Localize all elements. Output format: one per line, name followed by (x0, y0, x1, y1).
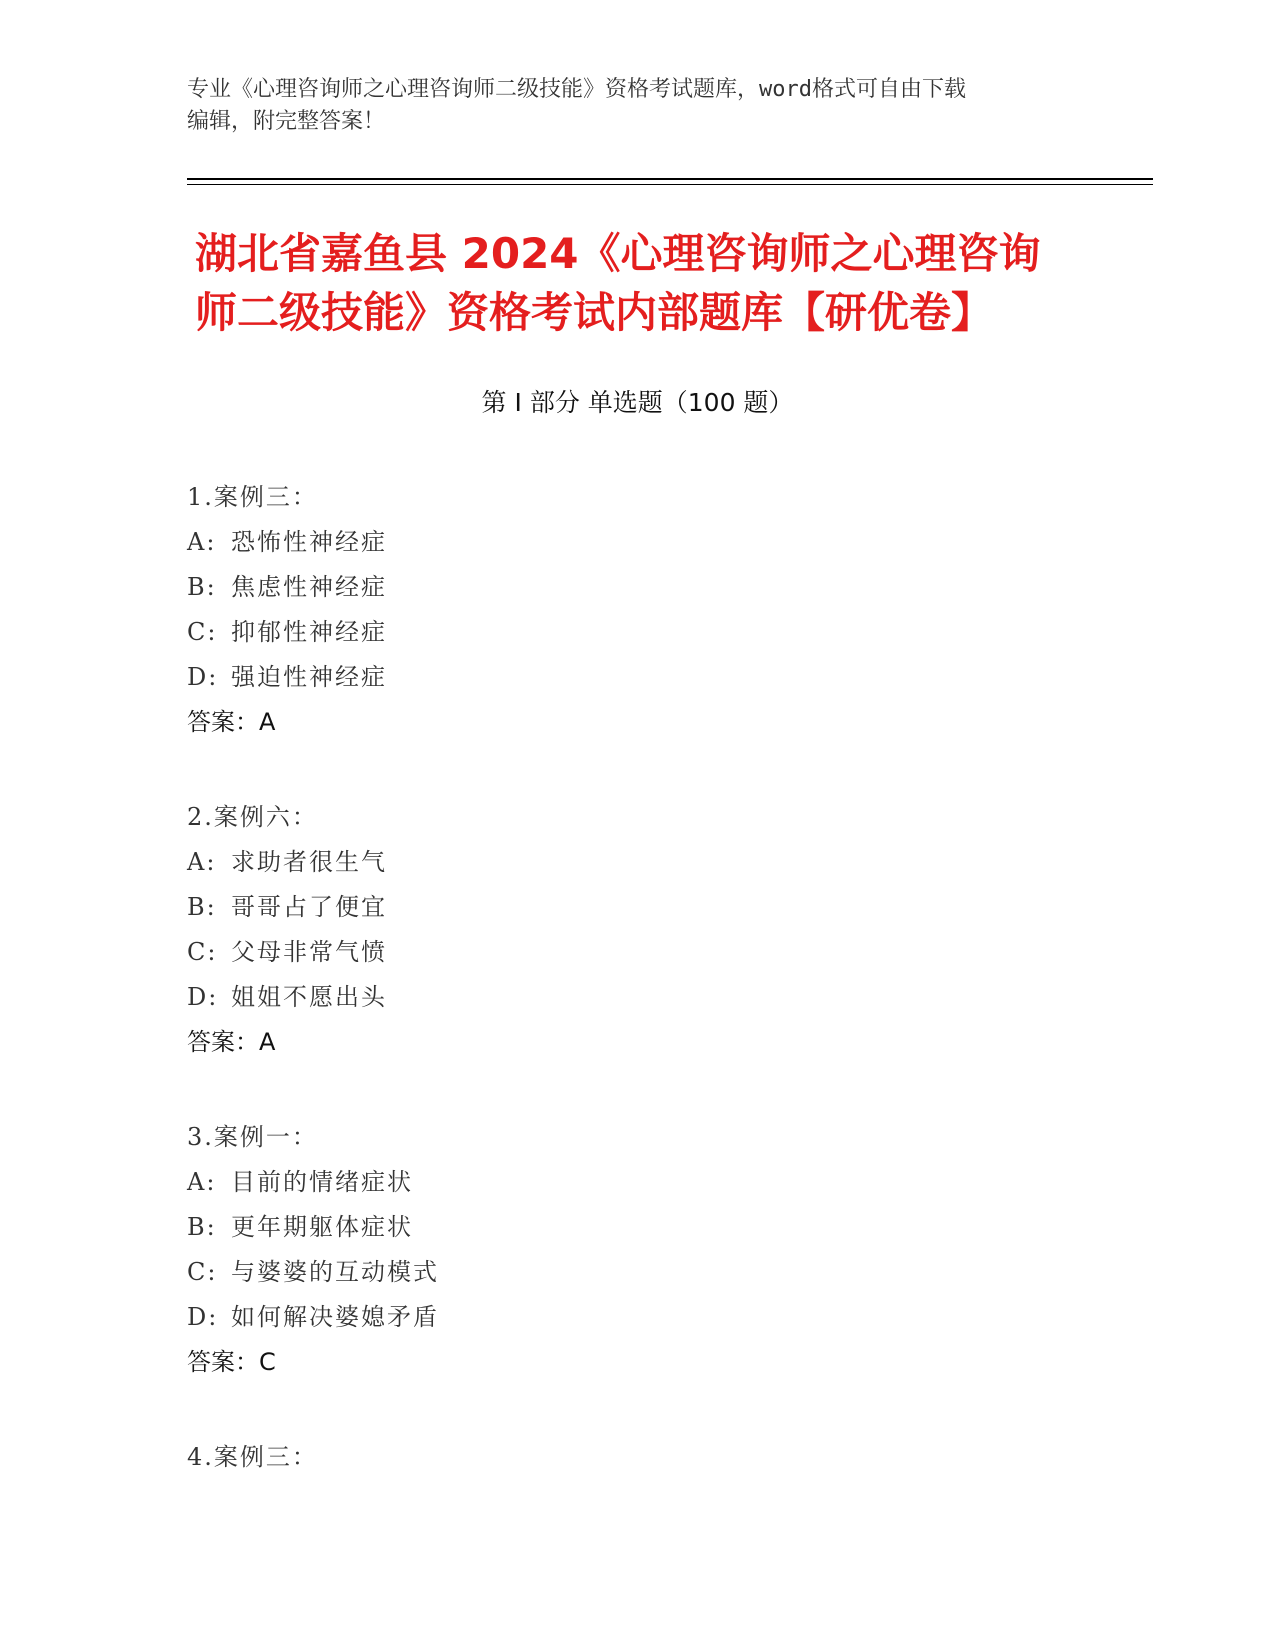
question-stem: 2.案例六： (187, 803, 318, 831)
option-c (187, 930, 1087, 975)
question-stem: 1.案例三： (187, 483, 318, 511)
option-a (187, 1160, 1087, 1205)
option-key: A: (187, 848, 217, 876)
option-c (187, 1250, 1087, 1295)
question-list (187, 475, 1087, 1530)
option-text: 父母非常气愤 (231, 938, 387, 966)
option-key: B: (187, 893, 217, 921)
option-key: A: (187, 1168, 217, 1196)
option-text: 求助者很生气 (231, 848, 387, 876)
option-key: C: (187, 618, 218, 646)
header-note-line-2: 编辑，附完整答案！ (187, 109, 386, 134)
answer-line: 答案：A (187, 708, 276, 736)
option-key: D: (187, 1303, 219, 1331)
option-text: 焦虑性神经症 (231, 573, 387, 601)
option-c (187, 610, 1087, 655)
question-item (187, 475, 1087, 745)
option-b (187, 565, 1087, 610)
question-stem: 4.案例三： (187, 1443, 318, 1471)
option-key: D: (187, 983, 219, 1011)
question-item (187, 1435, 1087, 1480)
option-d (187, 975, 1087, 1020)
option-text: 恐怖性神经症 (231, 528, 387, 556)
document-title-line-1: 湖北省嘉鱼县 2024《心理咨询师之心理咨询 (195, 229, 1041, 278)
document-title-line-2: 师二级技能》资格考试内部题库【研优卷】 (195, 288, 994, 337)
header-divider-thin (187, 184, 1153, 185)
option-text: 强迫性神经症 (231, 663, 387, 691)
option-a (187, 520, 1087, 565)
option-text: 如何解决婆媳矛盾 (231, 1303, 439, 1331)
section-heading: 第 I 部分 单选题（100 题） (481, 388, 794, 417)
option-key: D: (187, 663, 219, 691)
option-text: 哥哥占了便宜 (231, 893, 387, 921)
header-note (187, 74, 1067, 138)
option-key: C: (187, 938, 218, 966)
answer-line: 答案：C (187, 1348, 276, 1376)
option-d (187, 1295, 1087, 1340)
option-b (187, 885, 1087, 930)
option-key: A: (187, 528, 217, 556)
option-key: B: (187, 1213, 217, 1241)
question-item (187, 1115, 1087, 1385)
answer-line: 答案：A (187, 1028, 276, 1056)
option-text: 目前的情绪症状 (231, 1168, 413, 1196)
option-d (187, 655, 1087, 700)
option-text: 抑郁性神经症 (231, 618, 387, 646)
header-divider-thick (187, 178, 1153, 180)
option-text: 与婆婆的互动模式 (231, 1258, 439, 1286)
option-a (187, 840, 1087, 885)
header-note-line-1: 专业《心理咨询师之心理咨询师二级技能》资格考试题库，word格式可自由下载 (187, 77, 966, 102)
question-stem: 3.案例一： (187, 1123, 318, 1151)
document-title (195, 224, 1095, 342)
option-key: C: (187, 1258, 218, 1286)
option-text: 更年期躯体症状 (231, 1213, 413, 1241)
question-item (187, 795, 1087, 1065)
option-key: B: (187, 573, 217, 601)
option-text: 姐姐不愿出头 (231, 983, 387, 1011)
option-b (187, 1205, 1087, 1250)
